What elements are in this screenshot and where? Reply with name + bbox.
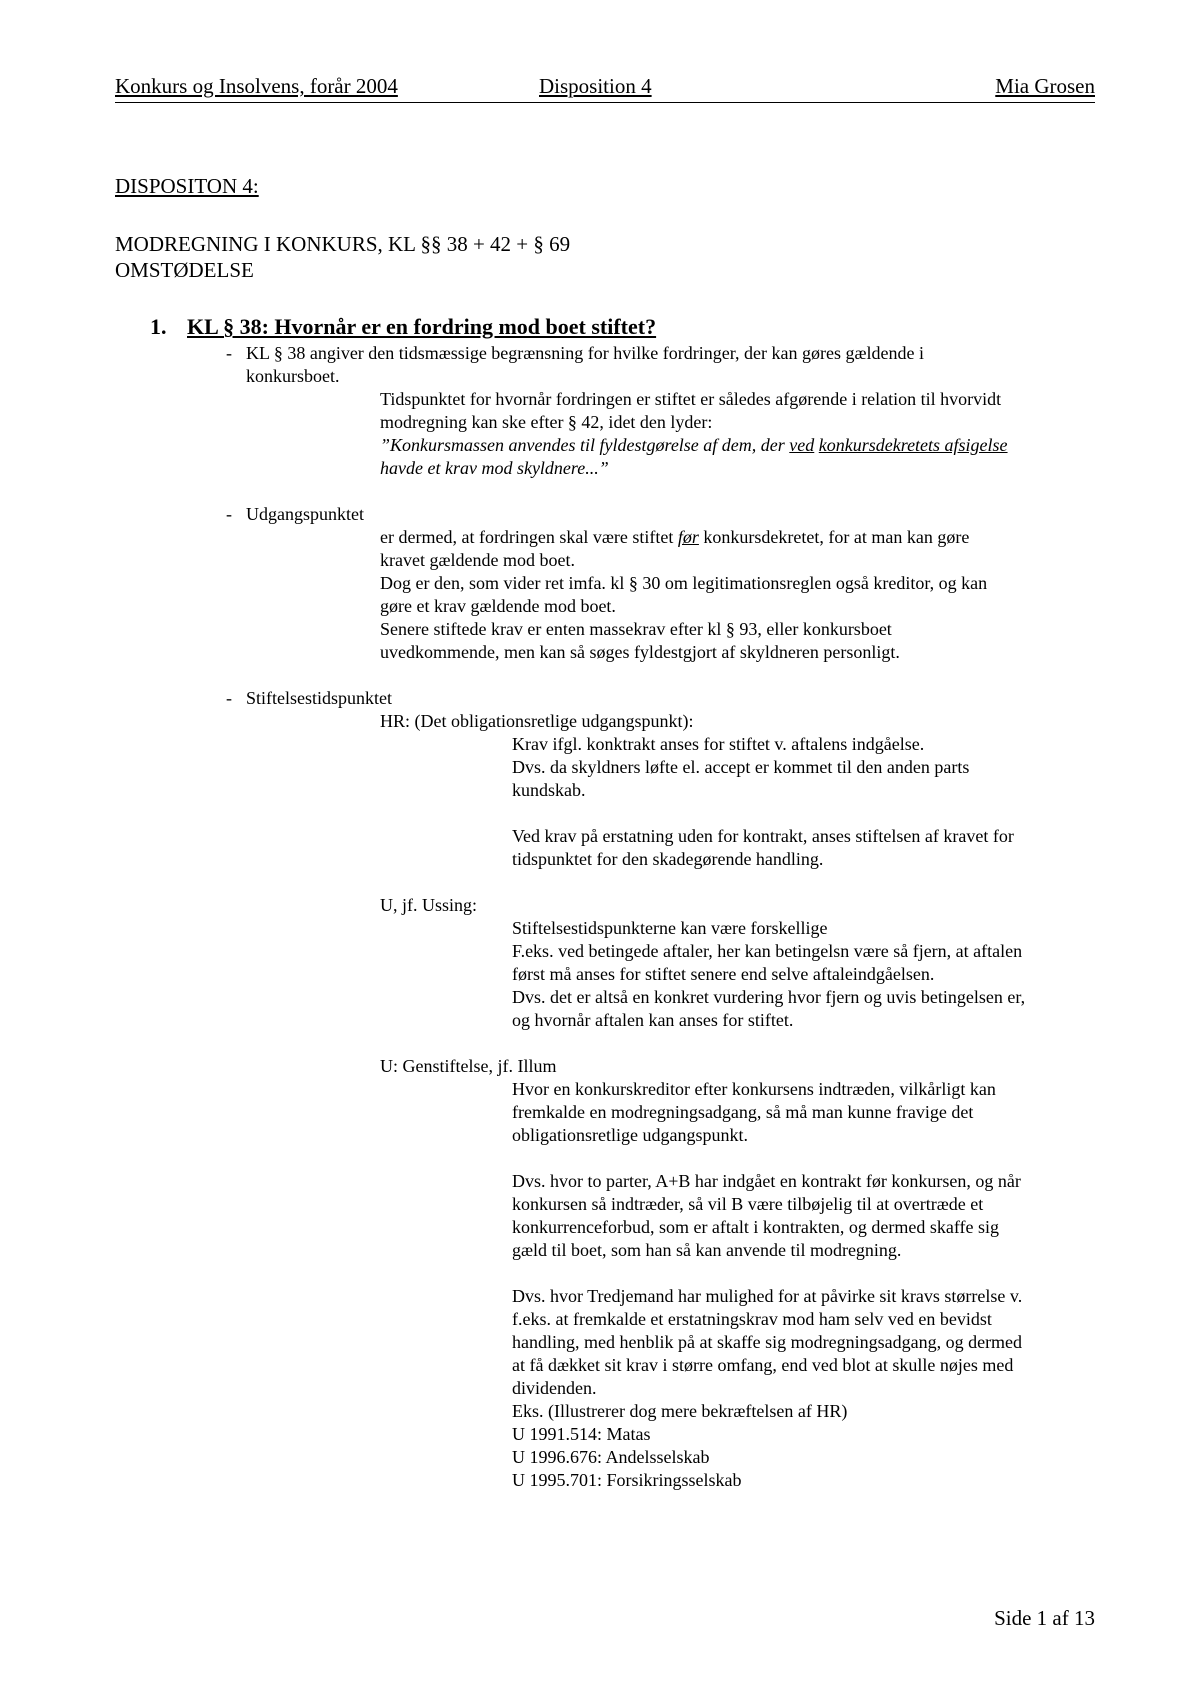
genstiftelse-line7: gæld til boet, som han så kan anvende til modregning. — [512, 1240, 902, 1260]
case-ref-andelsselskab: U 1996.676: Andelsselskab — [512, 1447, 710, 1467]
bullet2-line1 — [380, 526, 969, 549]
page-number: Side 1 af 13 — [994, 1606, 1095, 1630]
genstiftelse-line10: handling, med henblik på at skaffe sig modregningsadgang, og dermed — [512, 1332, 1023, 1352]
ussing-line2: F.eks. ved betingede aftaler, her kan betingelsn være så fjern, at aftalen — [512, 941, 1023, 961]
page-header — [115, 74, 1095, 103]
bullet1-line2: konkursboet. — [246, 366, 340, 386]
genstiftelse-line3: obligationsretlige udgangspunkt. — [512, 1125, 748, 1145]
hr-line2: Dvs. da skyldners løfte el. accept er kommet til den anden parts — [512, 757, 970, 777]
genstiftelse-line9: f.eks. at fremkalde et erstatningskrav mod ham selv ved en bevidst — [512, 1309, 992, 1329]
ussing-line5: og hvornår aftalen kan anses for stiftet. — [512, 1010, 794, 1030]
bullet2-line2: kravet gældende mod boet. — [380, 550, 575, 570]
genstiftelse-line2: fremkalde en modregningsadgang, så må man kunne fravige det — [512, 1102, 974, 1122]
bullet-dash: - — [226, 688, 232, 708]
section-title: KL § 38: Hvornår er en fordring mod boet stiftet? — [187, 314, 657, 339]
document-subtitle-1: MODREGNING I KONKURS, KL §§ 38 + 42 + § 69 — [115, 232, 571, 256]
genstiftelse-line4: Dvs. hvor to parter, A+B har indgået en kontrakt før konkursen, og når — [512, 1171, 1021, 1191]
hr-line4: Ved krav på erstatning uden for kontrakt, anses stiftelsen af kravet for — [512, 826, 1014, 846]
bullet2-line4: gøre et krav gældende mod boet. — [380, 596, 616, 616]
case-ref-forsikringsselskab: U 1995.701: Forsikringsselskab — [512, 1470, 742, 1490]
hr-label: HR: (Det obligationsretlige udgangspunkt): — [380, 711, 694, 731]
bullet2-emphasis-for: før — [677, 527, 699, 547]
header-author: Mia Grosen — [995, 74, 1095, 98]
bullet1-quote-line1 — [380, 434, 1008, 457]
quote-underlined-ved: ved — [789, 435, 815, 455]
document-heading: DISPOSITON 4: — [115, 174, 259, 198]
ussing-line4: Dvs. det er altså en konkret vurdering hvor fjern og uvis betingelsen er, — [512, 987, 1026, 1007]
ussing-line1: Stiftelsestidspunkterne kan være forskellige — [512, 918, 828, 938]
ussing-label: U, jf. Ussing: — [380, 895, 478, 915]
bullet2-line3: Dog er den, som vider ret imfa. kl § 30 om legitimationsreglen også kreditor, og kan — [380, 573, 988, 593]
bullet-dash: - — [226, 343, 232, 363]
genstiftelse-line11: at få dækket sit krav i større omfang, end ved blot at skulle nøjes med — [512, 1355, 1014, 1375]
bullet1-para2: modregning kan ske efter § 42, idet den lyder: — [380, 412, 713, 432]
genstiftelse-line6: konkurrenceforbud, som er aftalt i kontrakten, og dermed skaffe sig — [512, 1217, 1000, 1237]
ussing-line3: først må anses for stiftet senere end selve aftaleindgåelsen. — [512, 964, 935, 984]
quote-underlined-decree: konkursdekretets afsigelse — [818, 435, 1008, 455]
genstiftelse-line13: Eks. (Illustrerer dog mere bekræftelsen af HR) — [512, 1401, 848, 1421]
genstiftelse-line5: konkursen så indtræder, så vil B være tilbøjelig til at overtræde et — [512, 1194, 984, 1214]
genstiftelse-line1: Hvor en konkurskreditor efter konkursens indtræden, vilkårligt kan — [512, 1079, 996, 1099]
bullet2-label: Udgangspunktet — [246, 504, 364, 524]
hr-line1: Krav ifgl. konktrakt anses for stiftet v. aftalens indgåelse. — [512, 734, 925, 754]
bullet2-line1-a: er dermed, at fordringen skal være stiftet — [380, 527, 678, 547]
bullet3-label: Stiftelsestidspunktet — [246, 688, 392, 708]
bullet2-line1-b: konkursdekretet, for at man kan gøre — [698, 527, 970, 547]
header-disposition: Disposition 4 — [539, 74, 652, 98]
genstiftelse-line12: dividenden. — [512, 1378, 597, 1398]
genstiftelse-label: U: Genstiftelse, jf. Illum — [380, 1056, 557, 1076]
bullet-dash: - — [226, 504, 232, 524]
quote-text: ”Konkursmassen anvendes til fyldestgørelse af dem, der — [380, 435, 790, 455]
bullet1-quote-line2: havde et krav mod skyldnere...” — [380, 458, 609, 478]
document-subtitle-2: OMSTØDELSE — [115, 258, 254, 282]
bullet1-para1: Tidspunktet for hvornår fordringen er stiftet er således afgørende i relation til hvorvidt — [380, 389, 1002, 409]
section-number: 1. — [150, 314, 167, 339]
header-course: Konkurs og Insolvens, forår 2004 — [115, 74, 398, 98]
hr-line3: kundskab. — [512, 780, 586, 800]
case-ref-matas: U 1991.514: Matas — [512, 1424, 651, 1444]
bullet2-line6: uvedkommende, men kan så søges fyldestgjort af skyldneren personligt. — [380, 642, 900, 662]
bullet2-line5: Senere stiftede krav er enten massekrav efter kl § 93, eller konkursboet — [380, 619, 892, 639]
bullet1-line1: KL § 38 angiver den tidsmæssige begrænsning for hvilke fordringer, der kan gøres gældende i — [246, 343, 924, 363]
hr-line5: tidspunktet for den skadegørende handling. — [512, 849, 824, 869]
genstiftelse-line8: Dvs. hvor Tredjemand har mulighed for at påvirke sit kravs størrelse v. — [512, 1286, 1023, 1306]
